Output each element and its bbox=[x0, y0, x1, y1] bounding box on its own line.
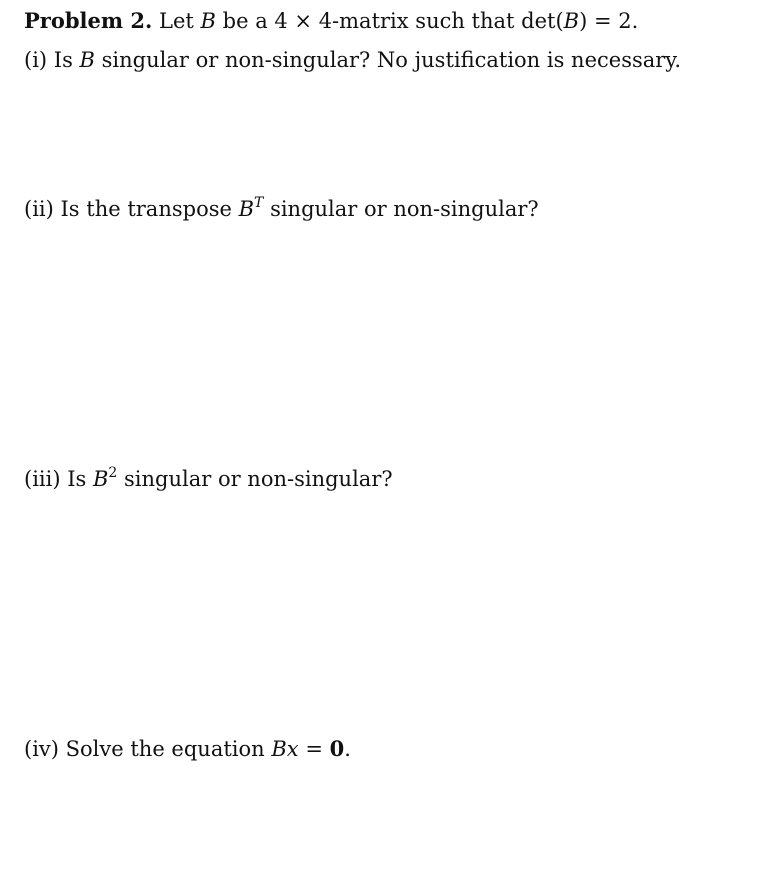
math-expression-bx: Bx bbox=[271, 737, 299, 761]
problem-intro-text: Let bbox=[159, 9, 201, 33]
question-part-ii bbox=[24, 195, 539, 223]
question-text: Is bbox=[53, 48, 80, 72]
question-text: Is bbox=[67, 467, 93, 491]
math-variable-b: B bbox=[92, 467, 109, 491]
question-text: = bbox=[298, 737, 330, 761]
question-part-i bbox=[24, 46, 681, 74]
problem-heading: Problem 2. bbox=[24, 8, 153, 33]
math-variable-b: B bbox=[563, 9, 580, 33]
part-label: (ii) bbox=[24, 197, 54, 221]
problem-statement bbox=[24, 7, 638, 35]
question-text: Solve the equation bbox=[65, 737, 272, 761]
problem-intro-text: ) = 2. bbox=[579, 9, 639, 33]
question-text: singular or non-singular? bbox=[117, 467, 393, 491]
part-label: (i) bbox=[24, 48, 48, 72]
question-part-iv bbox=[24, 735, 351, 763]
transpose-superscript: T bbox=[254, 195, 264, 211]
math-variable-b: B bbox=[238, 197, 255, 221]
question-part-iii bbox=[24, 465, 393, 493]
question-text: Is the transpose bbox=[60, 197, 239, 221]
question-text: . bbox=[344, 737, 351, 761]
zero-vector: 0 bbox=[329, 736, 345, 761]
math-variable-b: B bbox=[79, 48, 95, 72]
question-text: singular or non-singular? No justification is necessary. bbox=[94, 48, 682, 72]
exponent-superscript: 2 bbox=[108, 465, 118, 481]
part-label: (iv) bbox=[24, 737, 59, 761]
part-label: (iii) bbox=[24, 467, 61, 491]
problem-intro-text: be a 4 × 4-matrix such that det( bbox=[215, 9, 564, 33]
math-variable-b: B bbox=[200, 9, 216, 33]
question-text: singular or non-singular? bbox=[263, 197, 539, 221]
